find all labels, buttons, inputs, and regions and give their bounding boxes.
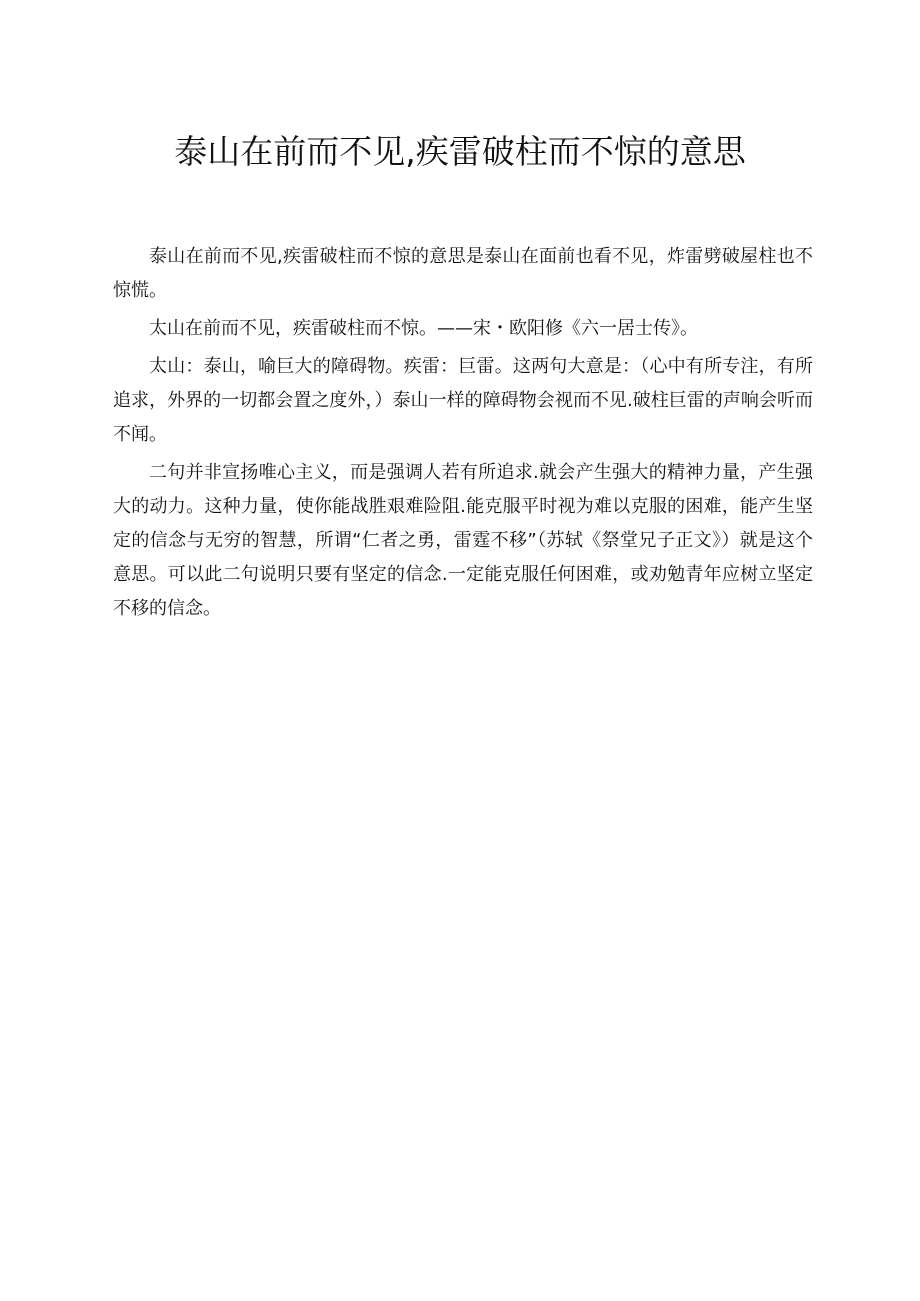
document-body <box>113 240 813 630</box>
paragraph-meaning: 泰山在前而不见,疾雷破柱而不惊的意思是泰山在面前也看不见，炸雷劈破屋柱也不惊慌。 <box>113 246 813 301</box>
page-title: 泰山在前而不见,疾雷破柱而不惊的意思 <box>174 132 746 171</box>
paragraph-source: 太山在前而不见，疾雷破柱而不惊。——宋・欧阳修《六一居士传》。 <box>149 318 698 339</box>
paragraph-annotation: 太山：泰山，喻巨大的障碍物。疾雷：巨雷。这两句大意是：（心中有所专注，有所追求，外界的一切都会置之度外，）泰山一样的障碍物会视而不见.破柱巨雷的声响会听而不闻。 <box>113 356 813 445</box>
paragraph-interpretation: 二句并非宣扬唯心主义，而是强调人若有所追求.就会产生强大的精神力量，产生强大的动力。这种力量，使你能战胜艰难险阻.能克服平时视为难以克服的困难，能产生坚定的信念与无穷的智慧，所谓“仁者之勇，雷霆不移”（苏轼《祭堂兄子正文》）就是这个意思。可以此二句说明只要有坚定的信念.一定能克服任何困难，或劝勉青年应树立坚定不移的信念。 <box>113 462 813 619</box>
